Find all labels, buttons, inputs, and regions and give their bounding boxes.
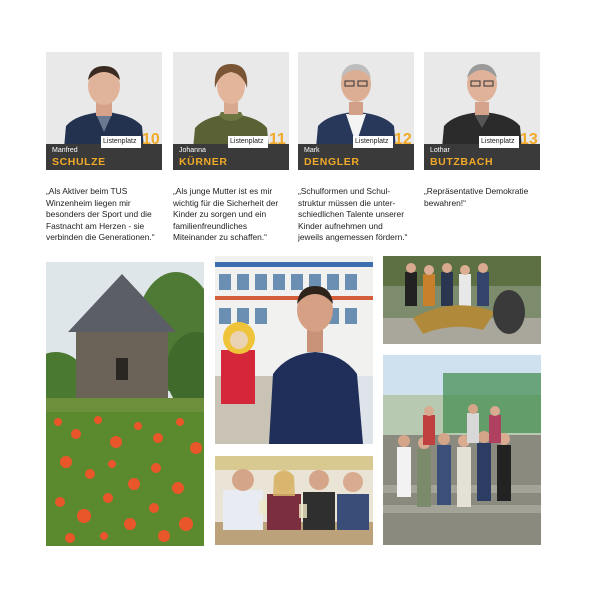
last-name: DENGLER: [304, 156, 360, 168]
candidate-quote: „Als Aktiver beim TUS Winzenheim liegen mir besonders der Sport und die Fastnacht am Herzen - sie verbinden die Generationen.“: [46, 186, 155, 243]
list-label: Listenplatz: [103, 138, 137, 145]
list-number: 10: [142, 131, 160, 148]
first-name: Mark: [304, 147, 320, 154]
last-name: BUTZBACH: [430, 156, 494, 168]
list-number: 12: [394, 131, 412, 148]
list-label: Listenplatz: [355, 138, 389, 145]
candidate-quote: „Repräsentative Demokratie bewahren!“: [424, 186, 529, 208]
list-label: Listenplatz: [481, 138, 515, 145]
list-number: 11: [269, 131, 286, 148]
last-name: KÜRNER: [179, 156, 228, 168]
candidate-quote: „Schulformen und Schul- struktur müssen die unter- schiedlichen Talente unserer Kinder aufnehmen und jeweils angemessen fördern.“: [298, 186, 408, 243]
photo-group-wine: [215, 456, 373, 545]
photo-group-sculpture: [383, 256, 541, 344]
candidate-quote: „Als junge Mutter ist es mir wichtig für die Sicherheit der Kinder zu sorgen und ein familienfreundliches Miteinander zu schaffen.“: [173, 186, 279, 243]
first-name: Manfred: [52, 147, 78, 154]
first-name: Lothar: [430, 147, 450, 154]
list-label: Listenplatz: [230, 138, 264, 145]
list-number: 13: [520, 131, 538, 148]
first-name: Johanna: [179, 147, 206, 154]
photo-group-sportsfield: [383, 355, 541, 545]
photo-school-puppet: [215, 256, 373, 444]
last-name: SCHULZE: [52, 156, 106, 168]
photo-tower-poppies: [46, 262, 204, 546]
